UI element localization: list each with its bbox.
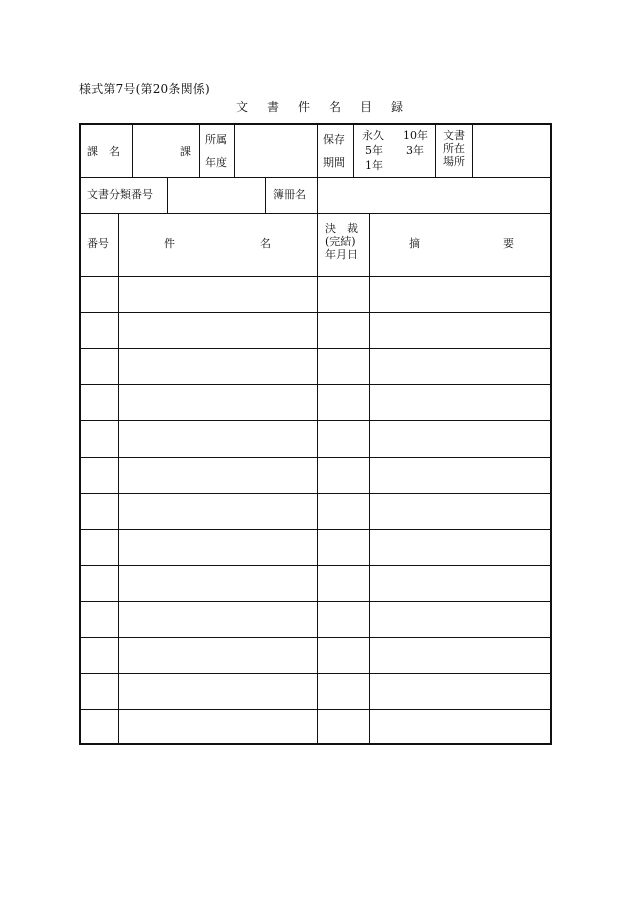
table-row xyxy=(81,637,550,638)
retention-period-label: 保存 xyxy=(323,133,345,146)
retention-option-5y: 5年 xyxy=(365,144,383,157)
divider xyxy=(81,177,550,178)
classification-number-label: 文書分類番号 xyxy=(87,188,153,201)
fiscal-year-label: 所属 xyxy=(205,133,227,146)
table-row xyxy=(81,493,550,494)
divider xyxy=(234,125,235,177)
divider xyxy=(369,213,370,743)
table-row xyxy=(81,312,550,313)
table-row xyxy=(81,709,550,710)
table-row xyxy=(81,673,550,674)
retention-period-label: 期間 xyxy=(323,156,345,169)
column-header-subject: 件 xyxy=(164,237,175,250)
divider xyxy=(167,177,168,213)
retention-option-3y: 3年 xyxy=(406,144,424,157)
divider xyxy=(317,213,318,743)
storage-location-label: 文書 所在 場所 xyxy=(443,129,465,168)
table-row xyxy=(81,565,550,566)
retention-option-1y: 1年 xyxy=(365,159,383,172)
table-row xyxy=(81,384,550,385)
table-row xyxy=(81,348,550,349)
column-header-summary: 要 xyxy=(503,237,514,250)
register-name-label: 簿冊名 xyxy=(273,188,306,201)
divider xyxy=(435,125,436,177)
divider xyxy=(472,125,473,177)
divider xyxy=(81,276,550,277)
column-header-summary: 摘 xyxy=(409,237,420,250)
table-row xyxy=(81,529,550,530)
section-suffix: 課 xyxy=(180,145,191,158)
divider xyxy=(81,213,550,214)
retention-option-permanent: 永久 xyxy=(362,129,384,142)
table-row xyxy=(81,601,550,602)
divider xyxy=(317,177,318,213)
divider xyxy=(265,177,266,213)
retention-option-10y: 10年 xyxy=(403,129,428,142)
divider xyxy=(199,125,200,177)
fiscal-year-label: 年度 xyxy=(205,156,227,169)
table-row xyxy=(81,420,550,421)
column-header-decision-date: 決 裁 (完結) 年月日 xyxy=(325,222,358,261)
divider xyxy=(353,125,354,177)
column-header-number: 番号 xyxy=(87,237,109,250)
document-title: 文書件名目録 xyxy=(236,100,423,114)
divider xyxy=(317,125,318,177)
column-header-subject: 名 xyxy=(260,237,271,250)
section-label: 課 名 xyxy=(87,145,120,158)
divider xyxy=(118,213,119,743)
document-index-form xyxy=(79,123,552,745)
form-number-label: 様式第7号(第20条関係) xyxy=(79,82,210,96)
table-row xyxy=(81,457,550,458)
divider xyxy=(132,125,133,177)
